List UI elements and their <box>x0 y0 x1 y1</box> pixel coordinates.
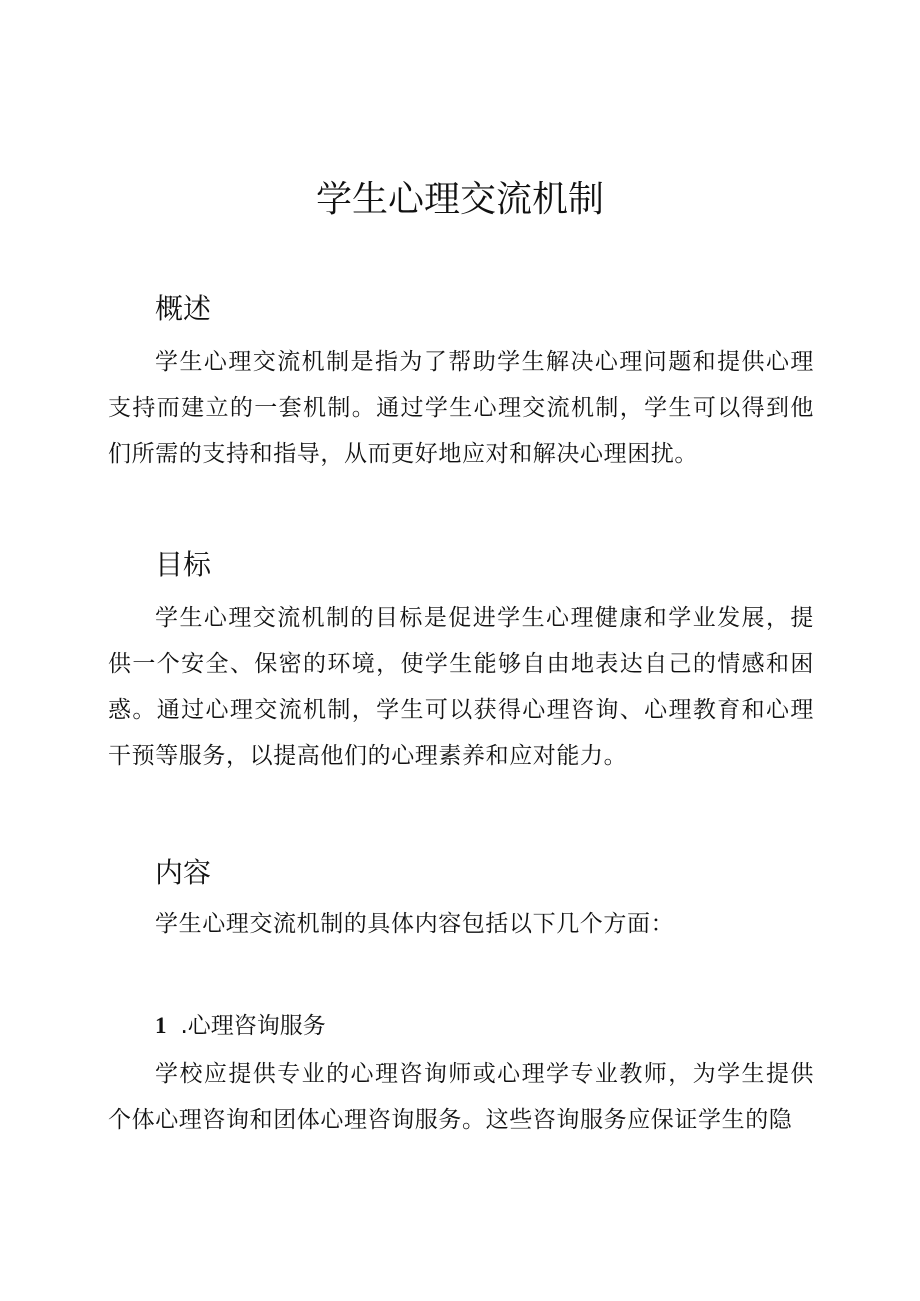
section-heading-goals: 目标 <box>155 548 212 581</box>
subsection-number: 1 <box>155 1013 167 1038</box>
section-heading-overview: 概述 <box>155 292 212 325</box>
subsection-title: .心理咨询服务 <box>180 1013 326 1039</box>
subsection-paragraph: 学校应提供专业的心理咨询师或心理学专业教师，为学生提供个体心理咨询和团体心理咨询服务。这些咨询服务应保证学生的隐 <box>108 1061 814 1133</box>
section-heading-content: 内容 <box>155 856 212 889</box>
document-title: 学生心理交流机制 <box>315 179 604 220</box>
subsection-heading <box>155 1010 326 1042</box>
section-paragraph-content: 学生心理交流机制的具体内容包括以下几个方面： <box>155 911 675 937</box>
section-paragraph-goals: 学生心理交流机制的目标是促进学生心理健康和学业发展，提供一个安全、保密的环境，使学生能够自由地表达自己的情感和困惑。通过心理交流机制，学生可以获得心理咨询、心理教育和心理干预等服务，以提高他们的心理素养和应对能力。 <box>108 605 814 769</box>
section-paragraph-overview: 学生心理交流机制是指为了帮助学生解决心理问题和提供心理支持而建立的一套机制。通过学生心理交流机制，学生可以得到他们所需的支持和指导，从而更好地应对和解决心理困扰。 <box>108 349 814 467</box>
